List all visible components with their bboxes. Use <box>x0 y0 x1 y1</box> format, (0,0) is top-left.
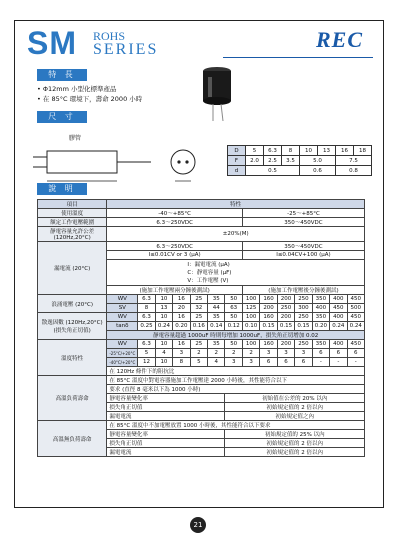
dim-row-d: D 5 6.3 8 10 13 16 18 <box>228 146 372 156</box>
load-life-label: 高溫負荷壽命 <box>38 376 107 421</box>
header <box>15 21 383 67</box>
spec-header-row <box>38 200 365 209</box>
tan-label: 散逸因數 (120Hz,20°C) (損失角正切值) <box>38 313 107 340</box>
sleeve-label: 膠管 <box>69 135 82 142</box>
row-rated-voltage: 額定工作電壓範圍 6.3～250VDC 350～450VDC <box>38 218 365 227</box>
shelf-life-label: 高溫無負荷壽命 <box>38 421 107 457</box>
col-item: 項目 <box>38 200 107 209</box>
row-load-cap: 靜電容量變化率 初始值在公差的 20% 以內 <box>38 394 365 403</box>
row-leakage-header: 漏電流 (20°C) 6.3～250VDC 350～450VDC <box>38 242 365 251</box>
row-leakage-formula: I≤0.01CV or 3 (μA) I≤0.04CV+100 (μA) <box>38 251 365 260</box>
logo-underline <box>223 57 373 58</box>
row-surge-wv: 浪涌電壓 (20°C) WV 6.3 10 16 25 35 50 100 160 200 250 350 400 450 <box>38 295 365 304</box>
row-load-desc2: 要求 (直徑 8 毫米以下為 1000 小時) <box>38 385 365 394</box>
row-shelf-cap: 靜電容量變化率 初始規定值的 25% 以內 <box>38 430 365 439</box>
dimension-table <box>227 145 372 176</box>
section-features: 特 長 <box>37 69 87 81</box>
row-op-temp: 使用溫度 -40～+85°C -25～+85°C <box>38 209 365 218</box>
row-leakage-note: (施加工作電壓兩分鐘後測試) (施加工作電壓後分鐘後測試) <box>38 286 365 295</box>
row-temp-40: -40°C/+20°C 12 10 8 5 4 3 3 6 6 6 - - - <box>38 358 365 367</box>
row-temp-note: 在 120Hz 條件下的阻抗比 <box>38 367 365 376</box>
col-char: 特性 <box>107 200 365 209</box>
section-specs: 說 明 <box>37 183 87 195</box>
capacitor-image <box>195 65 245 123</box>
series-code: SM <box>27 25 77 61</box>
rohs-label: ROHS <box>93 29 126 43</box>
datasheet-page <box>14 20 384 529</box>
series-label: SERIES <box>93 41 159 58</box>
row-load-tan: 損失角正切值 初始規定值的 2 倍以內 <box>38 403 365 412</box>
row-shelf-tan: 損失角正切值 初始規定值的 2 倍以內 <box>38 439 365 448</box>
row-tan-wv: 散逸因數 (120Hz,20°C) (損失角正切值) WV 6.3 10 16 25 35 50 100 160 200 250 350 400 450 <box>38 313 365 322</box>
feature-1: • Φ12mm 小型化標準產品 <box>37 85 117 93</box>
section-dimensions: 尺 寸 <box>37 111 87 123</box>
rec-logo: REC <box>315 27 363 52</box>
dim-row-lead: d 0.5 0.6 0.8 <box>228 166 372 176</box>
page-number: 21 <box>190 517 206 533</box>
row-load-desc1: 高溫負荷壽命 在 85°C 溫度中對電容器施加工作電壓達 2000 小時後，其性能符合以下 <box>38 376 365 385</box>
feature-2: • 在 85°C 環境下，壽命 2000 小時 <box>37 95 143 103</box>
row-cap-tolerance: 靜電容量允許公差 (120Hz,20°C) ±20%(M) <box>38 227 365 242</box>
row-temp-wv: 溫度特性 WV 6.3 10 16 25 35 50 100 160 200 250 350 400 450 <box>38 340 365 349</box>
row-shelf-leak: 漏電電流 初始規定值的 2 倍以內 <box>38 448 365 457</box>
row-surge-sv: SV 8 13 20 32 44 63 125 200 250 300 400 450 500 <box>38 304 365 313</box>
row-tan-note: 靜電容量超過 1000uF 時則每增加 1000uF，損失角正切增加 0.02 <box>38 331 365 340</box>
dim-row-f: F 2.0 2.5 3.5 5.0 7.5 <box>228 156 372 166</box>
row-shelf-desc: 高溫無負荷壽命 在 85°C 溫度中不加電壓放置 1000 小時後，其性能符合以下要求 <box>38 421 365 430</box>
row-load-leak: 漏電電流 初始規定值之內 <box>38 412 365 421</box>
surge-label: 浪涌電壓 (20°C) <box>38 295 107 313</box>
row-leakage-legend: I：漏電電流 (μA) C：靜電容量 (μF) V：工作電壓 (V) <box>38 260 365 286</box>
row-temp-25: -25°C/+20°C 5 4 3 2 2 2 2 3 3 3 6 6 6 <box>38 349 365 358</box>
leakage-label: 漏電流 (20°C) <box>38 242 107 295</box>
temp-stab-label: 溫度特性 <box>38 340 107 376</box>
spec-table <box>37 199 365 457</box>
row-tan-values: tanδ 0.25 0.24 0.20 0.16 0.14 0.12 0.10 0.15 0.15 0.15 0.20 0.24 0.24 <box>38 322 365 331</box>
